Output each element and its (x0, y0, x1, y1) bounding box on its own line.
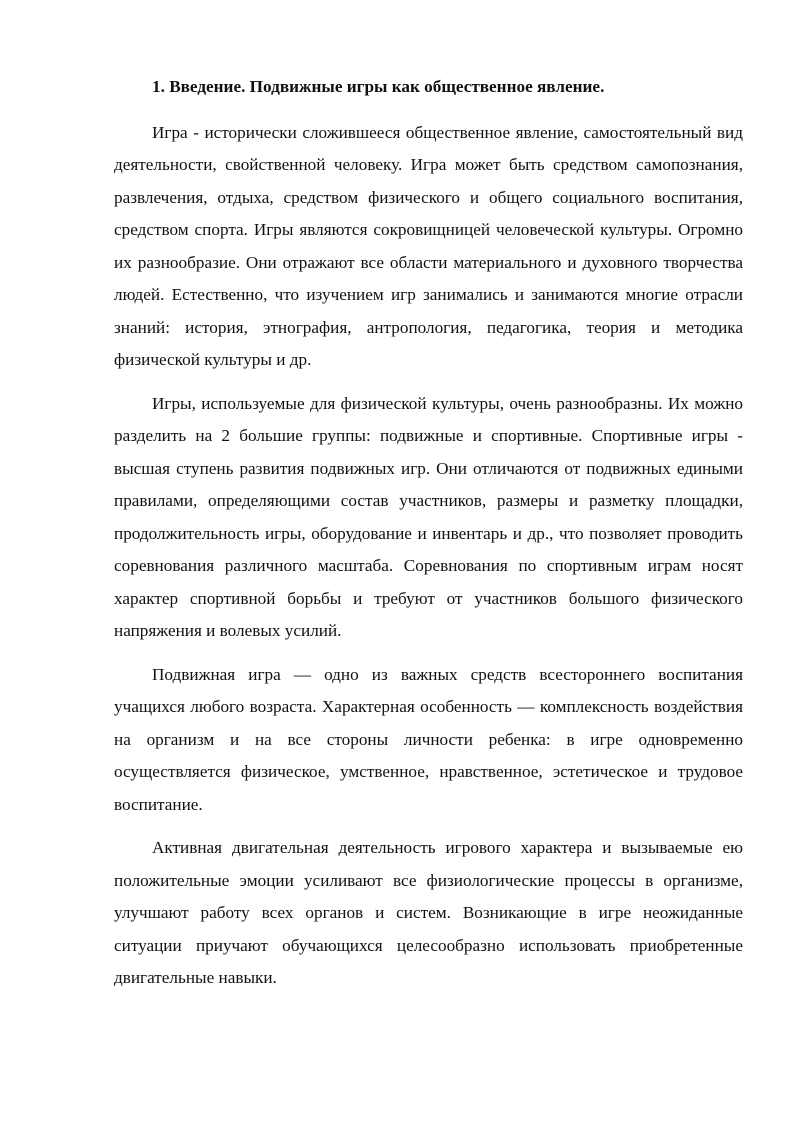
section-heading: 1. Введение. Подвижные игры как общественное явление. (152, 77, 605, 96)
paragraph-1: Игра - исторически сложившееся общественное явление, самостоятельный вид деятельности, свойственной человеку. Игра может быть средством самопознания, развлечения, отдыха, средством физического и общего социального воспитания, средством спорта. Игры являются сокровищницей человеческой культуры. Огромно их разнообразие. Они отражают все области материального и духовного творчества людей. Естественно, что изучением игр занимались и занимаются многие отрасли знаний: история, этнография, антропология, педагогика, теория и методика физической культуры и др. (114, 122, 743, 369)
paragraph-4: Активная двигательная деятельность игрового характера и вызываемые ею положительные эмоции усиливают все физиологические процессы в организме, улучшают работу всех органов и систем. Возникающие в игре неожиданные ситуации приучают обучающихся целесообразно использовать приобретенные двигательные навыки. (114, 838, 743, 987)
paragraph-2: Игры, используемые для физической культуры, очень разнообразны. Их можно разделить на 2 большие группы: подвижные и спортивные. Спортивные игры - высшая ступень развития подвижных игр. Они отличаются от подвижных едиными правилами, определяющими состав участников, размеры и разметку площадки, продолжительность игры, оборудование и инвентарь и др., что позволяет проводить соревнования различного масштаба. Соревнования по спортивным играм носят характер спортивной борьбы и требуют от участников большого физического напряжения и волевых усилий. (114, 393, 743, 640)
paragraph-3: Подвижная игра — одно из важных средств всестороннего воспитания учащихся любого возраста. Характерная особенность — комплексность воздействия на организм и на все стороны личности ребенка: в игре одновременно осуществляется физическое, умственное, нравственное, эстетическое и трудовое воспитание. (114, 664, 743, 814)
